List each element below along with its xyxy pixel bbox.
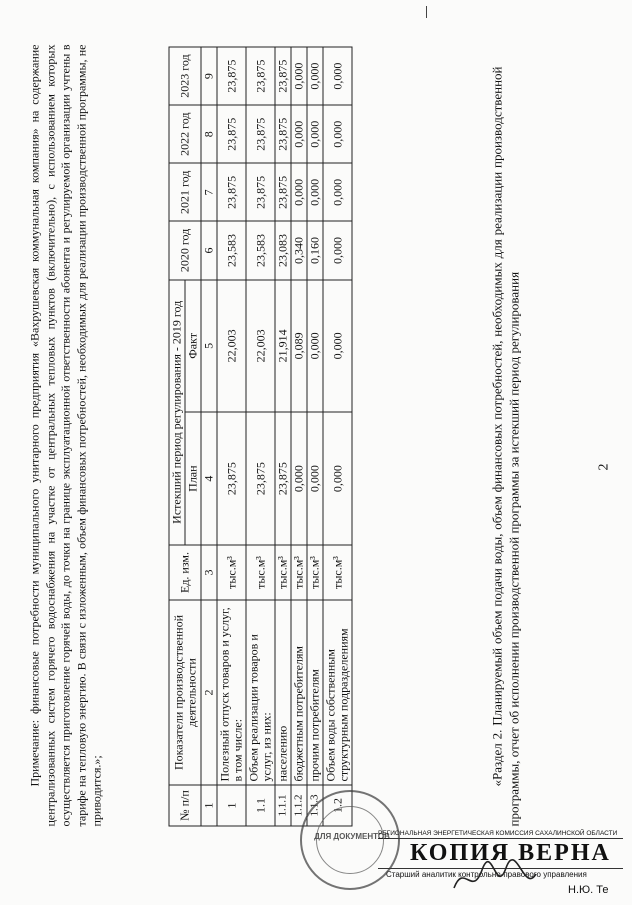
table-row bbox=[217, 47, 246, 826]
header-plan: План bbox=[185, 412, 201, 545]
row-plan: 0,000 bbox=[307, 412, 323, 545]
round-seal-text: ДЛЯ ДОКУМЕНТОВ bbox=[314, 832, 390, 841]
row-2022: 0,000 bbox=[323, 105, 352, 163]
row-2023: 23,875 bbox=[246, 47, 275, 105]
header-num: № п/п bbox=[169, 785, 201, 826]
row-fact: 22,003 bbox=[217, 280, 246, 413]
header-2022: 2022 год bbox=[169, 105, 201, 163]
row-unit: тыс.м³ bbox=[307, 545, 323, 600]
row-2020: 0,340 bbox=[291, 221, 307, 279]
table-row bbox=[275, 47, 291, 826]
section-heading: «Раздел 2. Планируемый объем подачи воды, объем финансовых потребностей, необходимых для реализации производственной программы, отчет об исполнении производственной программы за истекший период регулирования bbox=[489, 66, 522, 827]
row-2020: 23,583 bbox=[246, 221, 275, 279]
row-fact: 0,089 bbox=[291, 280, 307, 413]
copy-stamp-line1: Старший аналитик контрольно-правового управления bbox=[386, 870, 587, 879]
copy-stamp-org: РЕГИОНАЛЬНАЯ ЭНЕРГЕТИЧЕСКАЯ КОМИССИЯ САХАЛИНСКОЙ ОБЛАСТИ bbox=[378, 830, 618, 837]
row-unit: тыс.м³ bbox=[323, 545, 352, 600]
row-2023: 0,000 bbox=[307, 47, 323, 105]
column-number-row bbox=[201, 47, 217, 826]
row-plan: 23,875 bbox=[246, 412, 275, 545]
table-row bbox=[291, 47, 307, 826]
row-num: 1.1.3 bbox=[307, 785, 323, 826]
row-2020: 23,583 bbox=[217, 221, 246, 279]
row-fact: 0,000 bbox=[323, 280, 352, 413]
round-seal-screen bbox=[300, 790, 400, 890]
signature-screen bbox=[450, 858, 540, 902]
row-2023: 0,000 bbox=[323, 47, 352, 105]
row-unit: тыс.м³ bbox=[275, 545, 291, 600]
table-row bbox=[307, 47, 323, 826]
table-row bbox=[246, 47, 275, 826]
row-name: Объем реализации товаров и услуг, из них: bbox=[246, 600, 275, 785]
col-number: 2 bbox=[201, 600, 217, 785]
header-unit: Ед. изм. bbox=[169, 545, 201, 600]
table-header-row bbox=[169, 47, 185, 826]
col-number: 7 bbox=[201, 163, 217, 221]
rotated-content bbox=[1, 0, 632, 905]
row-2022: 0,000 bbox=[291, 105, 307, 163]
row-2020: 23,083 bbox=[275, 221, 291, 279]
row-name: Полезный отпуск товаров и услуг, в том числе: bbox=[217, 600, 246, 785]
table-row bbox=[323, 47, 352, 826]
row-2021: 0,000 bbox=[323, 163, 352, 221]
row-num: 1.1.1 bbox=[275, 785, 291, 826]
row-2022: 0,000 bbox=[307, 105, 323, 163]
row-unit: тыс.м³ bbox=[291, 545, 307, 600]
col-number: 3 bbox=[201, 545, 217, 600]
row-plan: 0,000 bbox=[323, 412, 352, 545]
row-name: бюджетным потребителям bbox=[291, 600, 307, 785]
row-2021: 0,000 bbox=[307, 163, 323, 221]
row-2023: 0,000 bbox=[291, 47, 307, 105]
row-num: 1.1 bbox=[246, 785, 275, 826]
row-2021: 0,000 bbox=[291, 163, 307, 221]
header-period: Истекший период регулирования - 2019 год bbox=[169, 280, 185, 545]
row-fact: 21,914 bbox=[275, 280, 291, 413]
row-plan: 23,875 bbox=[217, 412, 246, 545]
row-2020: 0,000 bbox=[323, 221, 352, 279]
col-number: 9 bbox=[201, 47, 217, 105]
row-name: населению bbox=[275, 600, 291, 785]
row-num: 1.1.2 bbox=[291, 785, 307, 826]
row-2022: 23,875 bbox=[246, 105, 275, 163]
row-2020: 0,160 bbox=[307, 221, 323, 279]
col-number: 5 bbox=[201, 280, 217, 413]
row-fact: 22,003 bbox=[246, 280, 275, 413]
row-num: 1.2 bbox=[323, 785, 352, 826]
footnote: Примечание: финансовые потребности муниципального унитарного предприятия «Вахрушевская коммунальная компания» на содержание централизованных систем горячего водоснабжения на участке от центральных тепловых пунктов (включительно), с использованием которых осуществляется приготовление горячей воды, до точки на границе эксплуатационной ответственности абонента и регулируемой организации учтены в тарифе на тепловую энергию. В связи с изложенным, объем финансовых потребностей, необходимых для реализации производственной программы, не приводится.»; bbox=[27, 44, 104, 827]
row-name: прочим потребителям bbox=[307, 600, 323, 785]
row-unit: тыс.м³ bbox=[217, 545, 246, 600]
col-number: 1 bbox=[201, 785, 217, 826]
copy-stamp-title: КОПИЯ ВЕРНА bbox=[410, 840, 611, 866]
row-2021: 23,875 bbox=[275, 163, 291, 221]
row-2021: 23,875 bbox=[217, 163, 246, 221]
row-2022: 23,875 bbox=[217, 105, 246, 163]
col-number: 6 bbox=[201, 221, 217, 279]
header-2023: 2023 год bbox=[169, 47, 201, 105]
row-name: Объем воды собственным структурным подразделениям bbox=[323, 600, 352, 785]
copy-stamp-rule bbox=[378, 838, 623, 839]
col-number: 8 bbox=[201, 105, 217, 163]
row-plan: 0,000 bbox=[291, 412, 307, 545]
header-indicator: Показатели производственной деятельности bbox=[169, 600, 201, 785]
row-2021: 23,875 bbox=[246, 163, 275, 221]
row-2022: 23,875 bbox=[275, 105, 291, 163]
header-2021: 2021 год bbox=[169, 163, 201, 221]
production-table bbox=[169, 47, 353, 827]
copy-stamp-signer: Н.Ю. Те bbox=[568, 884, 609, 896]
header-fact: Факт bbox=[185, 280, 201, 413]
row-fact: 0,000 bbox=[307, 280, 323, 413]
row-2023: 23,875 bbox=[217, 47, 246, 105]
row-unit: тыс.м³ bbox=[246, 545, 275, 600]
row-2023: 23,875 bbox=[275, 47, 291, 105]
col-number: 4 bbox=[201, 412, 217, 545]
page-number: 2 bbox=[596, 463, 612, 471]
row-plan: 23,875 bbox=[275, 412, 291, 545]
row-num: 1 bbox=[217, 785, 246, 826]
header-2020: 2020 год bbox=[169, 221, 201, 279]
